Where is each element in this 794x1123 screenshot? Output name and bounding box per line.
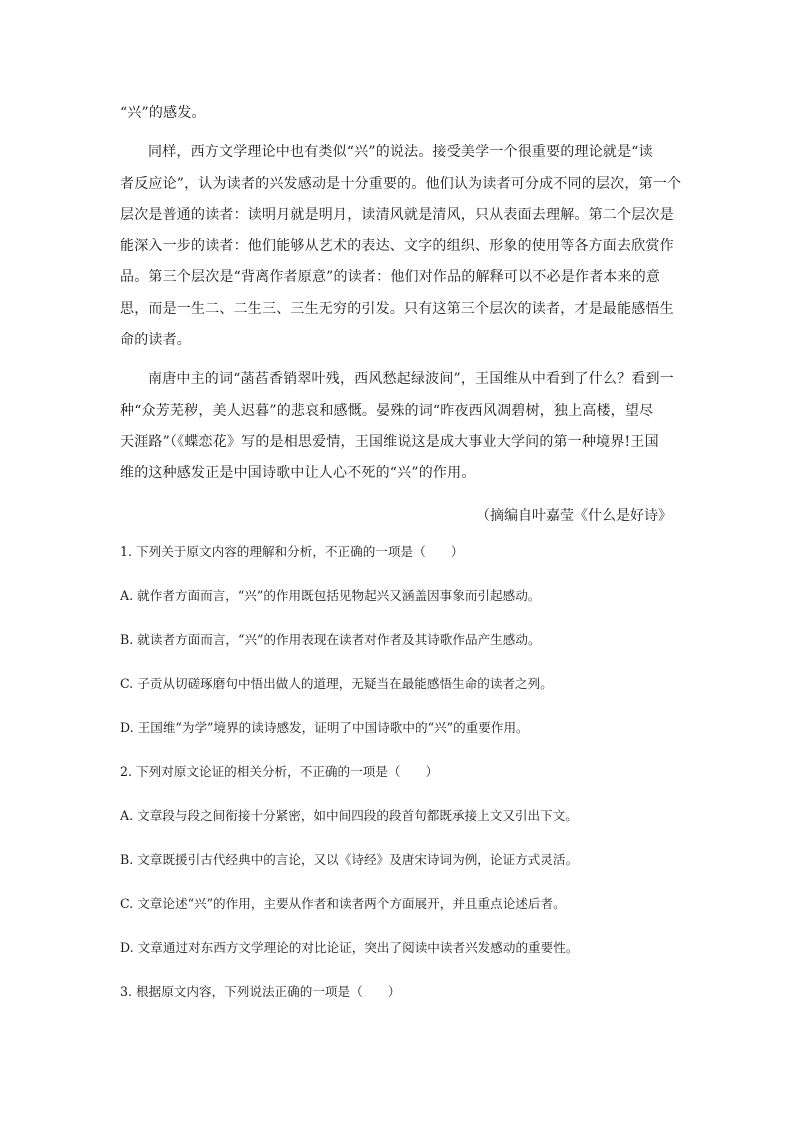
passage-paragraph-wang-guowei: [120, 364, 680, 489]
question-2-option-c: C. 文章论述“兴”的作用，主要从作者和读者两个方面展开，并且重点论述后者。: [120, 895, 566, 911]
question-2-option-d: D. 文章通过对东西方文学理论的对比论证，突出了阅读中读者兴发感动的重要性。: [120, 939, 579, 955]
document-page: [120, 98, 680, 1002]
text-line: 层次是普通的读者：读明月就是明月，读清风就是清风，只从表面去理解。第二个层次是: [120, 206, 674, 223]
text-line: 天涯路”（《蝶恋花》写的是相思爱情，王国维说这是成大事业大学问的第一种境界!王国: [120, 433, 659, 450]
text-line: “兴”的感发。: [120, 105, 206, 121]
text-line: 命的读者。: [120, 332, 191, 349]
question-1-option-a: A. 就作者方面而言，“兴”的作用既包括见物起兴又涵盖因事象而引起感动。: [120, 587, 541, 603]
passage-paragraph-western-theory: [120, 137, 680, 356]
text-line: 维的这种感发正是中国诗歌中让人心不死的“兴”的作用。: [120, 465, 476, 482]
source-citation: （摘编自叶嘉莹《什么是好诗》: [476, 507, 672, 524]
text-line: 者反应论”，认为读者的兴发感动是十分重要的。他们认为读者可分成不同的层次，第一个: [120, 175, 682, 192]
text-line: 能深入一步的读者：他们能够从艺术的表达、文字的组织、形象的使用等各方面去欣赏作: [120, 238, 674, 255]
text-line: 同样，西方文学理论中也有类似“兴”的说法。接受美学一个很重要的理论就是“读: [148, 144, 653, 161]
text-line: 品。第三个层次是“背离作者原意”的读者：他们对作品的解释可以不必是作者本来的意: [120, 269, 661, 286]
question-stem-2: 2. 下列对原文论证的相关分析，不正确的一项是（ ）: [120, 763, 439, 779]
text-line: 种“众芳芜秽，美人迟暮”的悲哀和感慨。晏殊的词“昨夜西风凋碧树，独上高楼，望尽: [120, 402, 654, 419]
question-1-option-b: B. 就读者方面而言，“兴”的作用表现在读者对作者及其诗歌作品产生感动。: [120, 631, 541, 647]
question-list: [120, 542, 680, 1002]
question-2-option-b: B. 文章既援引古代经典中的言论，又以《诗经》及唐宋诗词为例，论证方式灵活。: [120, 851, 579, 867]
question-2-option-a: A. 文章段与段之间衔接十分紧密，如中间四段的段首句都既承接上文又引出下文。: [120, 807, 578, 823]
text-line: 思，而是一生二、二生三、三生无穷的引发。只有这第三个层次的读者，才是最能感悟生: [120, 300, 674, 317]
passage-fragment: [120, 98, 680, 129]
text-line: 南唐中主的词“菡萏香销翠叶残，西风愁起绿波间”，王国维从中看到了什么？看到一: [148, 371, 674, 388]
question-stem-3: 3. 根据原文内容，下列说法正确的一项是（ ）: [120, 983, 401, 999]
question-1-option-d: D. 王国维“为学”境界的读诗感发，证明了中国诗歌中的“兴”的重要作用。: [120, 719, 529, 735]
question-1-option-c: C. 子贡从切磋琢磨句中悟出做人的道理，无疑当在最能感悟生命的读者之列。: [120, 675, 553, 691]
question-stem-1: 1. 下列关于原文内容的理解和分析，不正确的一项是（ ）: [120, 543, 464, 559]
